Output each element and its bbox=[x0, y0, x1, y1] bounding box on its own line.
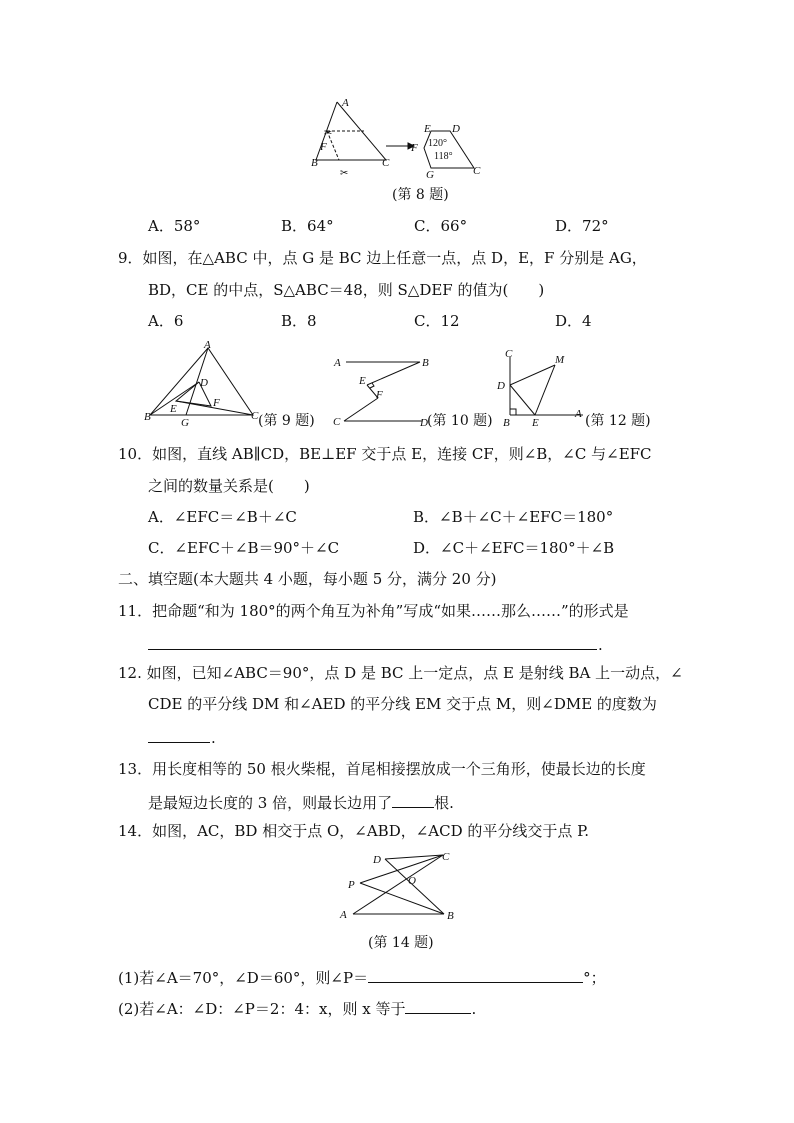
q9-label-F: F bbox=[213, 397, 220, 409]
q10-option-a: A．∠EFC＝∠B＋∠C bbox=[148, 508, 297, 526]
q8-pentagon bbox=[424, 131, 474, 168]
q12-answer-blank bbox=[148, 727, 210, 743]
q12-caption: (第 12 题) bbox=[585, 413, 651, 429]
q8-label-B: B bbox=[311, 157, 318, 169]
q12-label-E: E bbox=[532, 417, 539, 429]
q13-stem-line2 bbox=[148, 793, 454, 811]
q8-option-a: A．58° bbox=[148, 217, 201, 235]
q12-label-A: A bbox=[575, 408, 582, 420]
q14-stem: 14．如图，AC，BD 相交于点 O，∠ABD，∠ACD 的平分线交于点 P. bbox=[118, 822, 589, 840]
q8-label-A: A bbox=[342, 97, 349, 109]
section-heading: 二、填空题(本大题共 4 小题，每小题 5 分，满分 20 分) bbox=[118, 570, 497, 588]
q10-figure bbox=[330, 352, 440, 432]
q8-angle-120: 120° bbox=[428, 138, 447, 149]
q14-sub2-blank bbox=[405, 999, 471, 1014]
q10-label-D: D bbox=[420, 417, 428, 429]
q8-figure bbox=[310, 97, 490, 181]
q9-option-a: A．6 bbox=[148, 312, 184, 330]
q8-arrow-icon bbox=[386, 143, 414, 149]
q8-scissors-icon: ✂ bbox=[324, 128, 333, 139]
q9-caption: (第 9 题) bbox=[258, 413, 315, 429]
q8-option-d: D．72° bbox=[555, 217, 609, 235]
q9-label-G: G bbox=[181, 417, 189, 429]
q10-label-A: A bbox=[334, 357, 341, 369]
q12-period: . bbox=[211, 729, 216, 747]
q9-stem-line2: BD，CE 的中点，S△ABC＝48，则 S△DEF 的值为( ) bbox=[148, 281, 545, 299]
q12-figure bbox=[497, 345, 597, 430]
q10-label-B: B bbox=[422, 357, 429, 369]
q8-option-b: B．64° bbox=[281, 217, 334, 235]
q13-stem-line1: 13．用长度相等的 50 根火柴棍，首尾相接摆放成一个三角形，使最长边的长度 bbox=[118, 760, 646, 778]
q8-label-E: E bbox=[424, 123, 431, 135]
q14-label-O: O bbox=[408, 875, 416, 887]
q14-sub2-pre: (2)若∠A：∠D：∠P＝2：4：x，则 x 等于 bbox=[118, 1000, 406, 1018]
q13-line2-post: 根. bbox=[434, 794, 454, 812]
q12-label-D: D bbox=[497, 380, 505, 392]
q10-stem-line1: 10．如图，直线 AB∥CD，BE⊥EF 交于点 E，连接 CF，则∠B，∠C 与∠EFC bbox=[118, 445, 652, 463]
q9-option-c: C．12 bbox=[414, 312, 460, 330]
q9-figure bbox=[143, 340, 268, 432]
q9-stem-line1: 9．如图，在△ABC 中，点 G 是 BC 边上任意一点，点 D，E，F 分别是 AG， bbox=[118, 249, 647, 267]
q14-label-P: P bbox=[348, 879, 355, 891]
q14-sub2 bbox=[118, 999, 476, 1017]
q14-label-A: A bbox=[340, 909, 347, 921]
q10-stem-line2: 之间的数量关系是( ) bbox=[148, 477, 310, 495]
q10-option-b: B．∠B＋∠C＋∠EFC＝180° bbox=[413, 508, 614, 526]
q8-scissors2-icon: ✂ bbox=[340, 168, 349, 179]
q12-stem-line1: 12. 如图，已知∠ABC＝90°，点 D 是 BC 上一定点，点 E 是射线 BA 上一动点，∠ bbox=[118, 664, 683, 682]
q12-label-M: M bbox=[555, 354, 565, 366]
q9-label-D: D bbox=[200, 377, 208, 389]
q14-label-B: B bbox=[447, 910, 454, 922]
q9-label-E: E bbox=[170, 403, 177, 415]
q14-sub1-post: °； bbox=[583, 969, 606, 987]
q14-caption: (第 14 题) bbox=[368, 935, 434, 951]
q8-angle-118: 118° bbox=[434, 151, 453, 162]
q14-sub1 bbox=[118, 968, 606, 986]
q13-answer-blank bbox=[392, 793, 434, 808]
q11-period: . bbox=[598, 636, 603, 654]
q10-caption: (第 10 题) bbox=[427, 413, 493, 429]
q9-option-b: B．8 bbox=[281, 312, 317, 330]
q8-label-C2: C bbox=[473, 165, 481, 177]
q11-answer-blank bbox=[148, 634, 597, 650]
q8-caption: (第 8 题) bbox=[392, 187, 449, 203]
q8-label-G: G bbox=[426, 169, 434, 181]
q9-label-B: B bbox=[144, 411, 151, 423]
q14-sub2-period: . bbox=[471, 1000, 477, 1018]
q10-option-d: D．∠C＋∠EFC＝180°＋∠B bbox=[413, 539, 615, 557]
q11-stem: 11．把命题“和为 180°的两个角互为补角”写成“如果……那么……”的形式是 bbox=[118, 602, 629, 620]
q10-option-c: C．∠EFC＋∠B＝90°＋∠C bbox=[148, 539, 340, 557]
q14-sub1-pre: (1)若∠A＝70°，∠D＝60°，则∠P＝ bbox=[118, 969, 369, 987]
q9-label-A: A bbox=[204, 339, 211, 351]
q12-stem-line2: CDE 的平分线 DM 和∠AED 的平分线 EM 交于点 M，则∠DME 的度数为 bbox=[148, 695, 657, 713]
q13-line2-pre: 是最短边长度的 3 倍，则最长边用了 bbox=[148, 794, 393, 812]
q14-figure bbox=[335, 848, 465, 923]
q8-option-c: C．66° bbox=[414, 217, 468, 235]
q10-label-F: F bbox=[376, 389, 383, 401]
q12-label-C: C bbox=[505, 348, 513, 360]
q10-label-C: C bbox=[333, 416, 341, 428]
q14-sub1-blank bbox=[368, 968, 583, 983]
q14-label-C: C bbox=[442, 851, 450, 863]
q12-label-B: B bbox=[503, 417, 510, 429]
q10-label-E: E bbox=[359, 375, 366, 387]
q9-label-C: C bbox=[251, 410, 259, 422]
q8-label-F2: F bbox=[411, 142, 418, 154]
q8-label-F: F bbox=[320, 141, 327, 153]
q8-label-C: C bbox=[382, 157, 390, 169]
q14-label-D: D bbox=[373, 854, 381, 866]
q8-label-D: D bbox=[452, 123, 460, 135]
q9-option-d: D．4 bbox=[555, 312, 592, 330]
